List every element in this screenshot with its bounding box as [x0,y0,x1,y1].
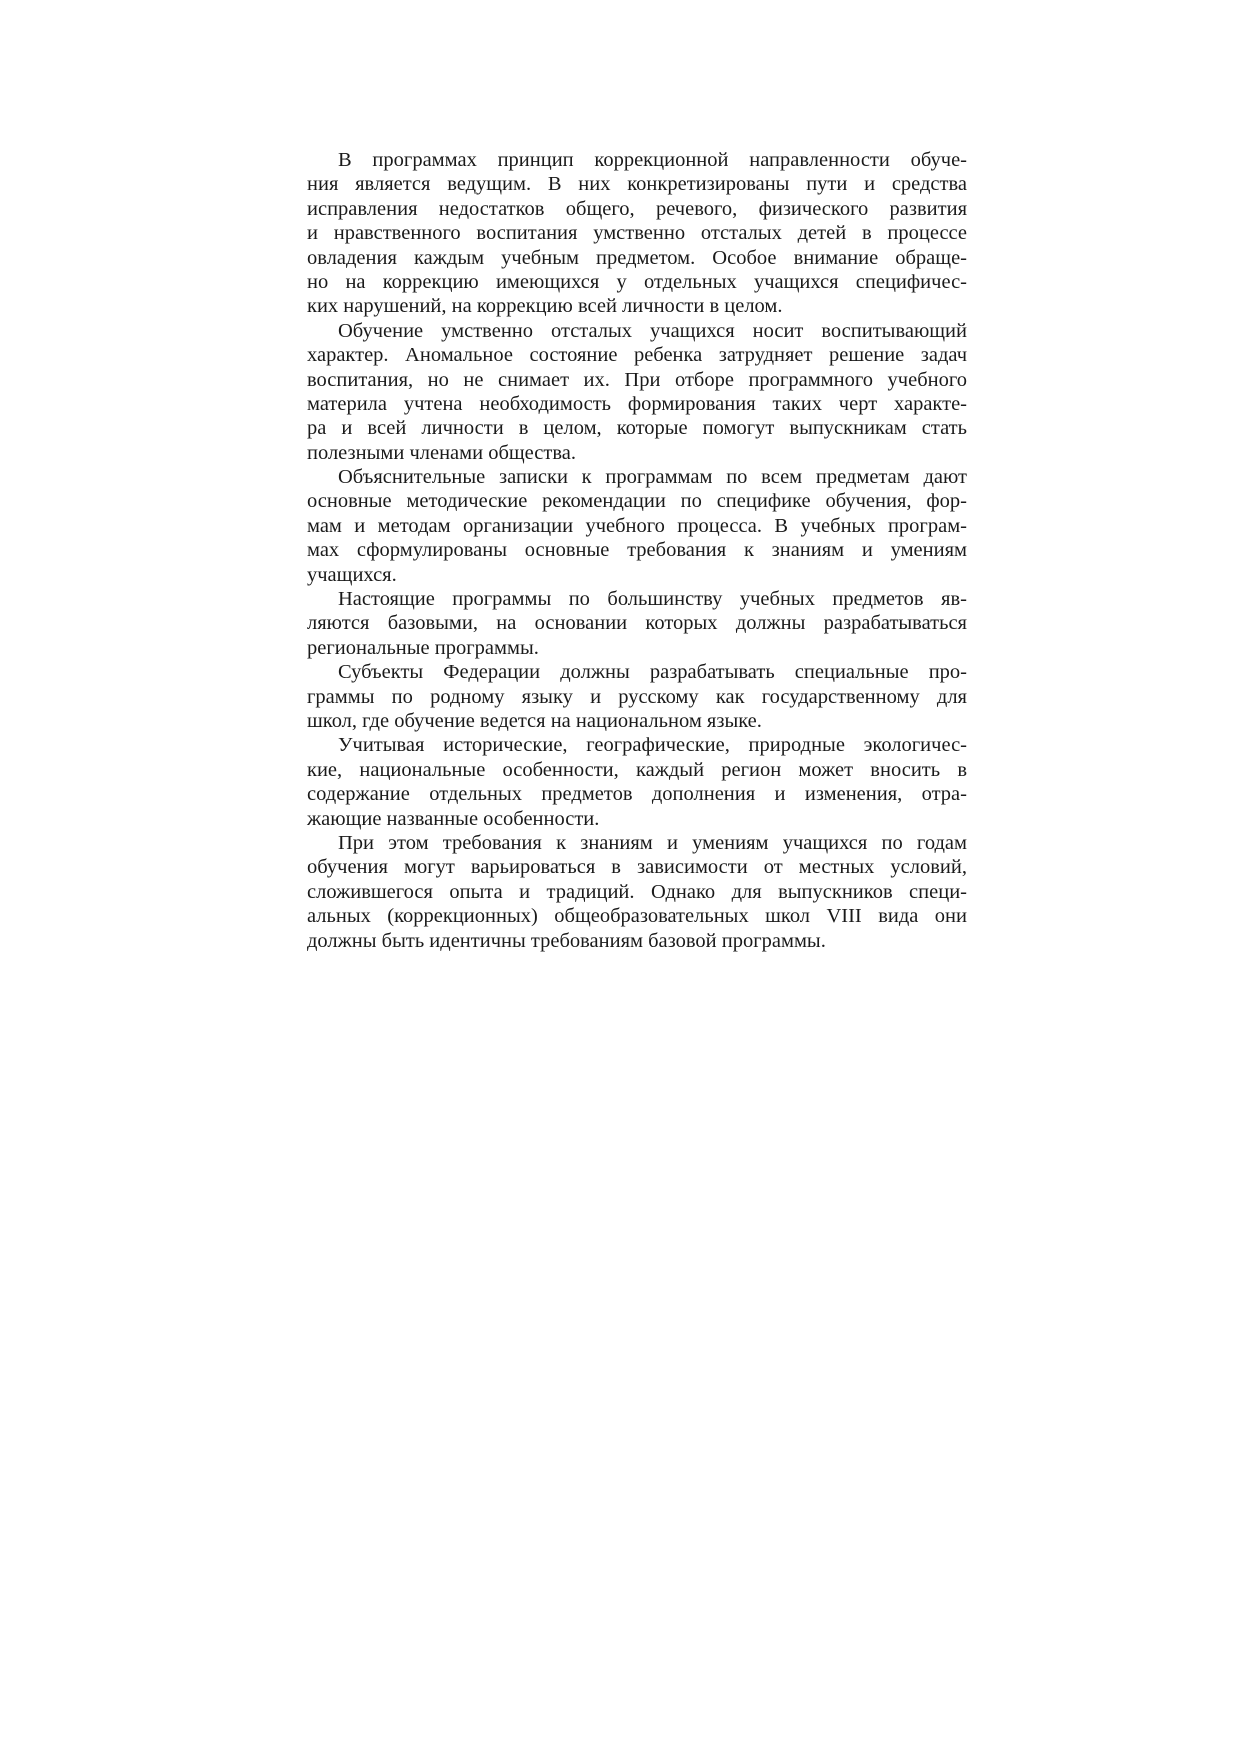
paragraph-1 [307,148,967,319]
text-line: В программах принцип коррекционной направленности обуче- [338,149,967,171]
text-line: воспитания, но не снимает их. При отборе программного учебного [307,368,967,391]
text-line: ляются базовыми, на основании которых должны разрабатываться [307,612,967,635]
paragraph-7 [307,831,967,953]
text-line: кие, национальные особенности, каждый регион может вносить в [307,758,967,781]
text-line: При этом требования к знаниям и умениям учащихся по годам [338,831,967,854]
text-line: граммы по родному языку и русскому как государственному для [307,685,967,708]
text-line: Настоящие программы по большинству учебных предметов яв- [338,588,967,611]
text-line: но на коррекцию имеющихся у отдельных учащихся специфичес- [307,270,967,293]
text-line: сложившегося опыта и традиций. Однако для выпускников специ- [307,880,967,903]
text-line: полезными членами общества. [307,441,576,464]
text-line: Объяснительные записки к программам по всем предметам дают [338,466,967,489]
text-line: основные методические рекомендации по специфике обучения, фор- [307,490,967,513]
text-line: ких нарушений, на коррекцию всей личности в целом. [307,295,783,318]
text-line: жающие названные особенности. [307,807,600,830]
text-line: обучения могут варьироваться в зависимости от местных условий, [307,856,967,879]
paragraph-5 [307,660,967,733]
text-line: и нравственного воспитания умственно отсталых детей в процессе [307,222,967,245]
text-line: овладения каждым учебным предметом. Особое внимание обраще- [307,246,967,269]
text-line: Субъекты Федерации должны разрабатывать специальные про- [338,661,967,684]
text-line: ния является ведущим. В них конкретизированы пути и средства [307,173,967,196]
text-line: содержание отдельных предметов дополнения и изменения, отра- [307,783,967,806]
text-line: материла учтена необходимость формирования таких черт характе- [307,392,967,415]
text-line: Обучение умственно отсталых учащихся носит воспитывающий [338,319,967,342]
body-text [307,148,967,953]
text-line: региональные программы. [307,636,539,659]
text-line: характер. Аномальное состояние ребенка затрудняет решение задач [307,344,967,367]
text-line: учащихся. [307,563,397,586]
paragraph-4 [307,587,967,660]
text-line: должны быть идентичны требованиям базовой программы. [307,929,826,952]
paragraph-6 [307,733,967,831]
paragraph-3 [307,465,967,587]
paragraph-2 [307,319,967,465]
text-line: Учитывая исторические, географические, природные экологичес- [338,734,967,757]
text-line: альных (коррекционных) общеобразовательных школ VIII вида они [307,905,967,928]
text-line: ра и всей личности в целом, которые помогут выпускникам стать [307,417,967,440]
text-line: мам и методам организации учебного процесса. В учебных програм- [307,514,967,537]
text-line: мах сформулированы основные требования к знаниям и умениям [307,539,967,562]
text-line: школ, где обучение ведется на национальном языке. [307,709,762,732]
text-line: исправления недостатков общего, речевого, физического развития [307,197,967,220]
